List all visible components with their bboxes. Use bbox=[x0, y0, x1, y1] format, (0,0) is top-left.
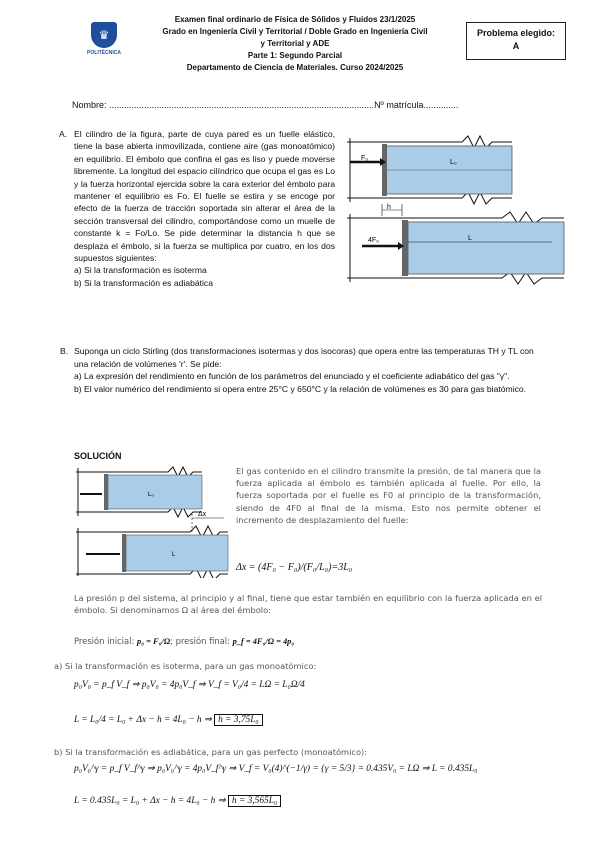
final-pressure-label: ; presión final: bbox=[170, 636, 233, 646]
case-b-equation-2 bbox=[74, 795, 281, 806]
pressure-line bbox=[74, 635, 294, 648]
problem-a bbox=[60, 128, 335, 289]
problem-b-item-b: b) El valor numérico del rendimiento si opera entre 25°C y 650°C y la relación de volúmenes es 30 para gas biatómico. bbox=[74, 383, 527, 394]
figure-label-h: h bbox=[387, 204, 391, 211]
problem-b-item-a: a) La expresión del rendimiento en función de los parámetros del enunciado y el coeficiente adiabático del gas "γ". bbox=[74, 371, 510, 382]
figure-label-f0: F₀ bbox=[361, 155, 369, 162]
case-a-title: a) Si la transformación es isoterma, para un gas monoatómico: bbox=[54, 661, 317, 671]
figure-label-4f0: 4F₀ bbox=[368, 237, 380, 244]
problem-a-item-b: b) Si la transformación es adiabática bbox=[74, 277, 214, 288]
case-a-equation-2 bbox=[74, 714, 263, 725]
svg-text:L: L bbox=[172, 552, 176, 558]
svg-text:L₀: L₀ bbox=[148, 492, 154, 498]
problem-a-text: El cilindro de la figura, parte de cuya pared es un fuelle elástico, tiene la base abierta inmovilizada, contiene aire (gas monoatómico) en equilibrio. El émbolo que confina el gas es liso y puede moverse libremente. La longitud del espacio cilíndrico que ocupa el gas es Lo y la fuerza horizontal ejercida sobre la cara exterior del émbolo para mantener el equilibrio es Fo. El fuelle se estira y se encoge por efecto de la fuerza de tracción soportada sin alterar el área de la sección transversal del cilindro, comportándose como un muelle de constante k = Fo/Lo. Se pide determinar la distancia h que se desplaza el émbolo, si la fuerza se multiplica por cuatro, en los dos supuestos siguientes: bbox=[74, 129, 335, 264]
figure-label-dx: Δx bbox=[198, 511, 207, 518]
problem-b-line-1: Suponga un ciclo Stirling (dos transformaciones isotermas y dos isocoras) que opera entre las temperaturas TH y TL con una relación de volúmenes 'r'. Se pide: bbox=[74, 346, 534, 369]
case-b-title: b) Si la transformación es adiabática, para un gas perfecto (monoatómico): bbox=[54, 747, 368, 757]
initial-pressure: p₀ = F₀/Ω bbox=[136, 637, 171, 646]
case-b-equation-1: p₀V₀^γ = p_f V_f^γ ⇒ p₀V₀^γ = 4p₀V_f^γ ⇒ V_f = V₀(4)^(−1/γ) = {γ = 5/3} = 0.435V₀ = LΩ ⇒ L = 0.435L₀ bbox=[74, 764, 478, 774]
h-dimension bbox=[382, 204, 402, 216]
piston-bellows-figure bbox=[342, 128, 567, 298]
solution-figure bbox=[72, 466, 232, 578]
initial-pressure-label: Presión inicial: bbox=[74, 636, 137, 646]
figure-label-l0: L₀ bbox=[450, 159, 457, 166]
case-a-result: h = 3,75L₀ bbox=[214, 714, 263, 726]
final-pressure: p_f = 4F₀/Ω = 4p₀ bbox=[232, 637, 295, 646]
chosen-problem-label: Problema elegido: bbox=[476, 28, 556, 38]
student-name-line: Nombre: ..........................................................................................................Nº matrícula.............. bbox=[72, 100, 459, 110]
case-b-result: h = 3,565L₀ bbox=[228, 795, 281, 807]
header-line-1: Examen final ordinario de Física de Sólidos y Fluidos 23/1/2025 bbox=[174, 15, 416, 24]
case-a-equation-1: p₀V₀ = p_f V_f ⇒ p₀V₀ = 4p₀V_f ⇒ V_f = V₀/4 = LΩ = L₀Ω/4 bbox=[74, 680, 305, 690]
cylinder-final bbox=[347, 212, 564, 284]
equation-dx: Δx = (4F₀ − F₀)/(F₀/L₀)=3L₀ bbox=[236, 562, 353, 573]
case-a-eq2-text: L = L₀/4 = L₀ + Δx − h = 4L₀ − h ⇒ bbox=[74, 715, 215, 725]
solution-paragraph-1: El gas contenido en el cilindro transmite la presión, de tal manera que la fuerza aplicada al émbolo es también aplicada al fuelle. Por ello, la fuerza soportada por el fuelle es F0 al principio de la transformación, siendo de 4F0 al final de la misma. Esto nos permite obtener el incremento de desplazamiento del fuelle: bbox=[236, 466, 541, 525]
cylinder-initial bbox=[347, 136, 512, 204]
header-line-3: y Territorial y ADE bbox=[260, 39, 330, 48]
crown-shield-icon: ♛ bbox=[91, 22, 117, 48]
problem-a-item-a: a) Si la transformación es isoterma bbox=[74, 265, 207, 276]
solution-title: SOLUCIÓN bbox=[74, 451, 122, 461]
exam-header bbox=[130, 14, 460, 74]
figure-label-l: L bbox=[468, 235, 472, 242]
header-line-2: Grado en Ingeniería Civil y Territorial / Doble Grado en Ingeniería Civil bbox=[162, 27, 428, 36]
problem-b bbox=[60, 345, 540, 395]
header-line-5: Departamento de Ciencia de Materiales. Curso 2024/2025 bbox=[186, 63, 404, 72]
piston-plate-final bbox=[402, 220, 408, 276]
case-b-eq2-text: L = 0.435L₀ = L₀ + Δx − h = 4L₀ − h ⇒ bbox=[74, 796, 228, 806]
logo-text: POLITÉCNICA bbox=[87, 50, 121, 56]
problem-b-label: B. bbox=[60, 346, 69, 356]
chosen-problem-box bbox=[466, 22, 566, 60]
header-line-4: Parte 1: Segundo Parcial bbox=[247, 51, 343, 60]
university-logo bbox=[84, 22, 124, 56]
chosen-problem-value: A bbox=[512, 41, 520, 51]
piston-plate bbox=[382, 144, 387, 196]
solution-paragraph-2: La presión p del sistema, al principio y al final, tiene que estar también en equilibrio con la fuerza aplicada en el émbolo. Si denominamos Ω al área del émbolo: bbox=[74, 593, 542, 616]
problem-a-label: A. bbox=[59, 129, 68, 139]
